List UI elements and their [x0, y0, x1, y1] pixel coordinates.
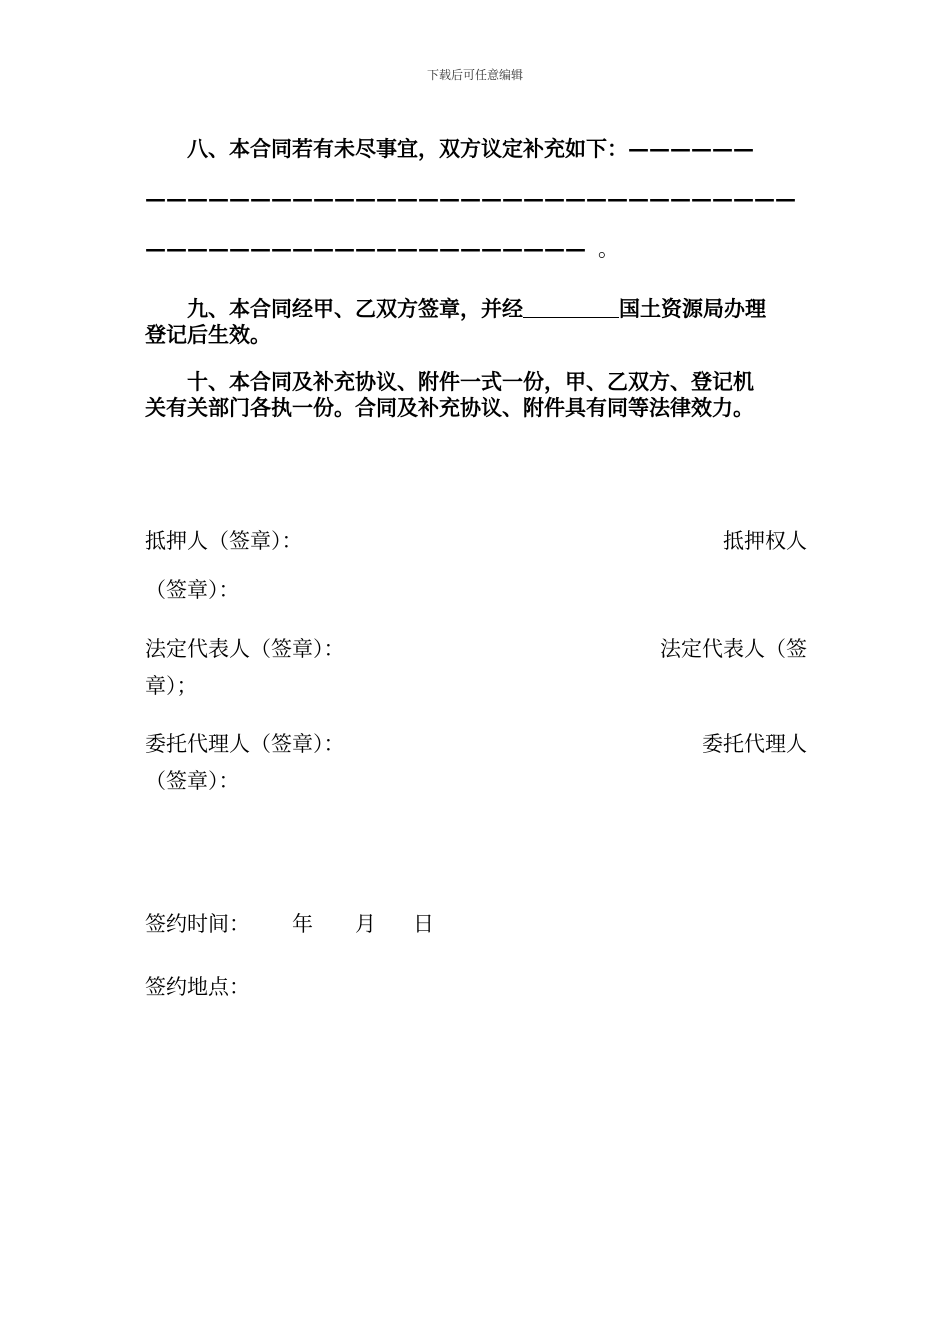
- agent-cont: （签章）：: [145, 769, 240, 793]
- clause-8-line-1: 八、本合同若有未尽事宜，双方议定补充如下：——————: [187, 136, 754, 161]
- legal-rep-left-label: 法定代表人（签章）：: [145, 637, 345, 661]
- mortgagee-signature-label: 抵押权人: [723, 529, 807, 553]
- signing-time-row: [145, 911, 434, 937]
- clause-8-line-3: ————————————————————— 。: [145, 236, 619, 261]
- mortgagor-signature-label: 抵押人（签章）：: [145, 529, 303, 553]
- legal-rep-cont: 章）；: [145, 674, 198, 698]
- agent-right-label: 委托代理人: [702, 732, 807, 756]
- signing-time-label: 签约时间：: [145, 912, 250, 936]
- signing-day-label: 日: [413, 912, 434, 936]
- mortgagee-signature-cont: （签章）：: [145, 578, 240, 602]
- signing-year-label: 年: [292, 912, 313, 936]
- clause-10-line-1: 十、本合同及补充协议、附件一式一份，甲、乙双方、登记机: [187, 369, 754, 394]
- clause-8-line-2: ———————————————————————————————: [145, 186, 796, 211]
- signing-month-label: 月: [355, 912, 376, 936]
- signing-place-label: 签约地点：: [145, 975, 250, 999]
- registration-bureau-blank[interactable]: [523, 297, 619, 318]
- clause-10-line-2: 关有关部门各执一份。合同及补充协议、附件具有同等法律效力。: [145, 395, 754, 420]
- agent-left-label: 委托代理人（签章）：: [145, 732, 345, 756]
- page-header: 下载后可任意编辑: [426, 68, 523, 82]
- clause-9-line-1: 九、本合同经甲、乙双方签章，并经 国土资源局办理: [187, 296, 766, 321]
- clause-9-line-2: 登记后生效。: [145, 322, 271, 347]
- legal-rep-right-label: 法定代表人（签: [660, 637, 807, 661]
